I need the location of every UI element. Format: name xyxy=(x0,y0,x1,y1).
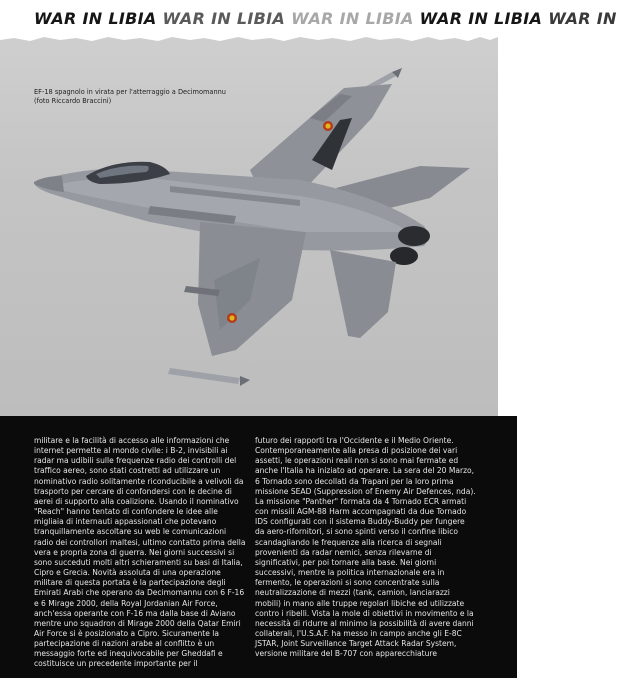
section-banner xyxy=(0,0,617,34)
caption-line: EF-18 spagnolo in virata per l'atterraggio a Decimomannu xyxy=(34,88,226,96)
caption-credit: (foto Riccardo Braccini) xyxy=(34,96,112,105)
banner-title-row xyxy=(34,9,617,28)
banner-title: WAR IN LIBIA xyxy=(162,9,286,28)
photo-caption xyxy=(34,88,254,105)
article-column-left xyxy=(34,436,247,670)
article-paragraph: militare e la facilità di accesso alle informazioni che internet permette al mondo civile: i B-2, invisibili ai radar ma udibili sulle frequenze radio dei controlli del traffico aereo, sono stati costretti ad utilizzare un nominativo radio solitamente riconducibile a velivoli da trasporto per cercare di confondersi con le decine di aerei di supporto alla coalizione. Usando il nominativo "Reach" hanno tentato di confondere le idee alle migliaia di internauti appassionati che potevano tranquillamente ascoltare su web le comunicazioni radio dei controllori maltesi, ultimo contatto prima della vera e propria zona di guerra. Nei giorni successivi si sono succeduti molti altri schieramenti su basi di Italia, Cipro e Grecia. Novità assoluta di una operazione militare di questa portata è la partecipazione degli Emirati Arabi che operano da Decimomannu con 6 F-16 e 6 Mirage 2000, della Royal Jordanian Air Force, anch'essa operante con F-16 ma dalla base di Aviano mentre uno squadron di Mirage 2000 della Qatar Emiri Air Force si è posizionato a Cipro. Sicuramente la partecipazione di nazioni arabe al conflitto è un messaggio forte ed inequivocabile per Gheddafi e costituisce un precedente importante per il xyxy=(34,436,246,669)
aircraft-photo xyxy=(0,34,498,416)
banner-title: WAR IN LIBIA xyxy=(34,9,157,28)
banner-title: WAR IN xyxy=(548,9,617,28)
banner-title: WAR IN LIBIA xyxy=(291,9,414,28)
article-column-right xyxy=(255,436,476,659)
article-paragraph: futuro dei rapporti tra l'Occidente e il Medio Oriente. Contemporaneamente alla presa di posizione dei vari assetti, le operazioni reali non si sono mai fermate ed anche l'Italia ha iniziato ad operare. La sera del 20 Marzo, 6 Tornado sono decollati da Trapani per la loro prima missione SEAD (Suppression of Enemy Air Defences, nda). La missione "Panther" formata da 4 Tornado ECR armati con missili AGM-88 Harm accompagnati da due Tornado IDS configurati con il sistema Buddy-Buddy per fungere da aero-rifornitori, si sono spinti verso il confine libico scandagliando le frequenze alla ricerca di segnali provenienti da radar nemici, senza rilevarne di significativi, per poi tornare alla base. Nei giorni successivi, mentre la politica internazionale era in fermento, le operazioni si sono concentrate sulla neutralizzazione di mezzi (tank, camion, lanciarazzi mobili) in mano alle truppe regolari libiche ed utilizzate contro i ribelli. Vista la mole di obiettivi in movimento e la necessità di ridurre al minimo la possibilità di avere danni collaterali, l'U.S.A.F. ha messo in campo anche gli E-8C JSTAR, Joint Surveillance Target Attack Radar System, versione militare del B-707 con apparecchiature xyxy=(255,436,476,659)
banner-title: WAR IN LIBIA xyxy=(419,9,543,28)
